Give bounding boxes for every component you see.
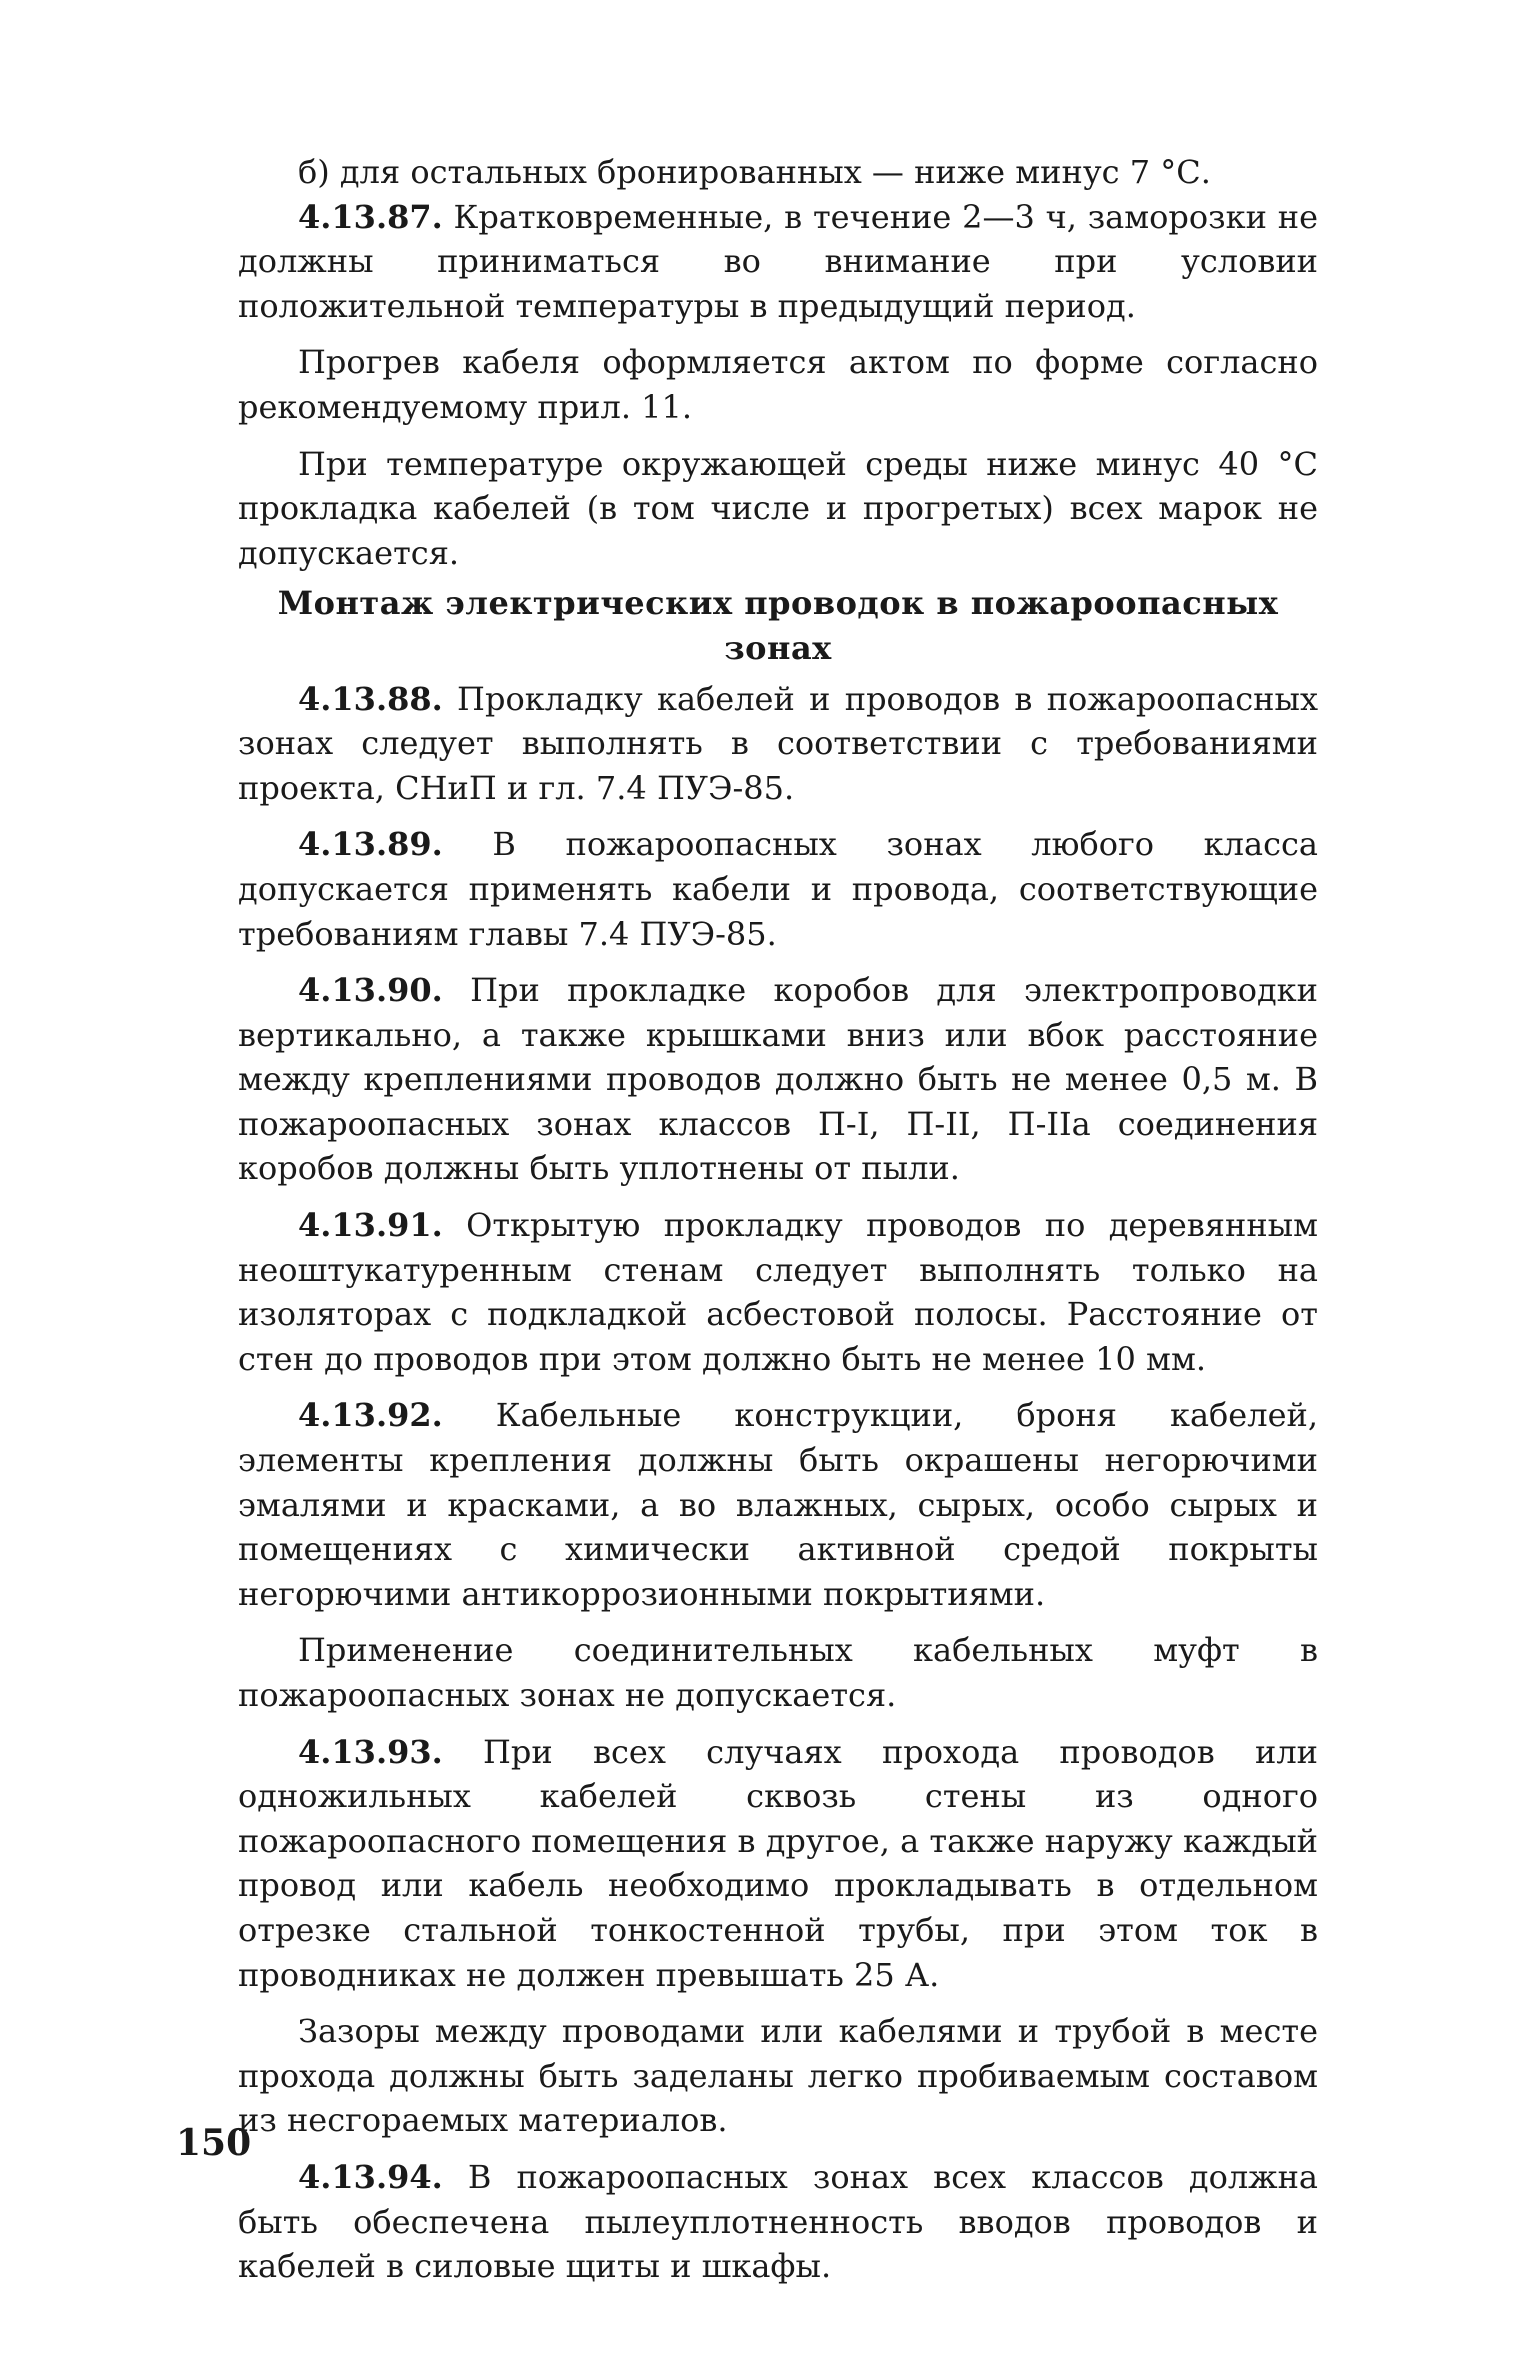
paragraph-3 [238,442,1318,576]
clause-text: В пожароопасных зонах всех классов должна быть обеспечена пылеуплотненность вводов проводов и кабелей в силовые щиты и шкафы. [238,2157,1318,2286]
paragraph-gaps [238,2009,1318,2143]
clause-number: 4.13.89. [298,825,443,864]
clause-4-13-93 [238,1730,1318,1998]
paragraph-text: Прогрев кабеля оформляется актом по форме согласно рекомендуемому прил. 11. [238,343,1318,426]
paragraph-couplings [238,1628,1318,1717]
clause-text: В пожароопасных зонах любого класса допускается применять кабели и провода, соответствующие требованиям главы 7.4 ПУЭ-85. [238,825,1318,953]
clause-4-13-94 [238,2155,1318,2289]
clause-number: 4.13.93. [298,1732,443,1771]
paragraph-text: б) для остальных бронированных — ниже минус 7 °С. [298,153,1211,191]
clause-4-13-90 [238,968,1318,1191]
clause-text: Кабельные конструкции, броня кабелей, элементы крепления должны быть окрашены негорючими эмалями и красками, а во влажных, сырых, особо сырых и помещениях с химически активной средой покрыты негорючими антикоррозионными покрытиями. [238,1396,1318,1613]
clause-4-13-89 [238,822,1318,956]
page-number: 150 [176,2122,252,2164]
clause-4-13-88 [238,677,1318,811]
clause-number: 4.13.92. [298,1396,443,1435]
clause-4-13-92 [238,1393,1318,1616]
clause-text: Кратковременные, в течение 2—3 ч, заморозки не должны приниматься во внимание при условии положительной температуры в предыдущий период. [238,197,1318,325]
paragraph-text: Применение соединительных кабельных муфт в пожароопасных зонах не допускается. [238,1631,1318,1714]
clause-text: При прокладке коробов для электропроводки вертикально, а также крышками вниз или вбок расстояние между креплениями проводов должно быть не менее 0,5 м. В пожароопасных зонах классов П-I, П-II, П-IIа соединения коробов должны быть уплотнены от пыли. [238,971,1318,1188]
clause-number: 4.13.91. [298,1206,443,1245]
paragraph-2 [238,340,1318,429]
clause-text: Прокладку кабелей и проводов в пожароопасных зонах следует выполнять в соответствии с требованиями проекта, СНиП и гл. 7.4 ПУЭ-85. [238,679,1318,807]
paragraph-text: Зазоры между проводами или кабелями и трубой в месте прохода должны быть заделаны легко пробиваемым составом из несгораемых материалов. [238,2012,1318,2140]
clause-4-13-91 [238,1203,1318,1381]
clause-text: При всех случаях прохода проводов или одножильных кабелей сквозь стены из одного пожароопасного помещения в другое, а также наружу каждый провод или кабель необходимо прокладывать в отдельном отрезке стальной тонкостенной трубы, при этом ток в проводниках не должен превышать 25 А. [238,1732,1318,1994]
clause-number: 4.13.88. [298,679,443,718]
clause-number: 4.13.94. [298,2157,443,2196]
paragraph-text: При температуре окружающей среды ниже минус 40 °С прокладка кабелей (в том числе и прогретых) всех марок не допускается. [238,444,1318,572]
clause-number: 4.13.87. [298,197,443,236]
body-text [238,150,1318,2289]
clause-4-13-87 [238,195,1318,329]
section-heading: Монтаж электрических проводок в пожароопасных зонах [277,584,1279,667]
clause-number: 4.13.90. [298,971,443,1010]
paragraph-0 [238,150,1318,195]
clause-text: Открытую прокладку проводов по деревянным неоштукатуренным стенам следует выполнять только на изоляторах с подкладкой асбестовой полосы. Расстояние от стен до проводов при этом должно быть не менее 10 мм. [238,1206,1318,1378]
